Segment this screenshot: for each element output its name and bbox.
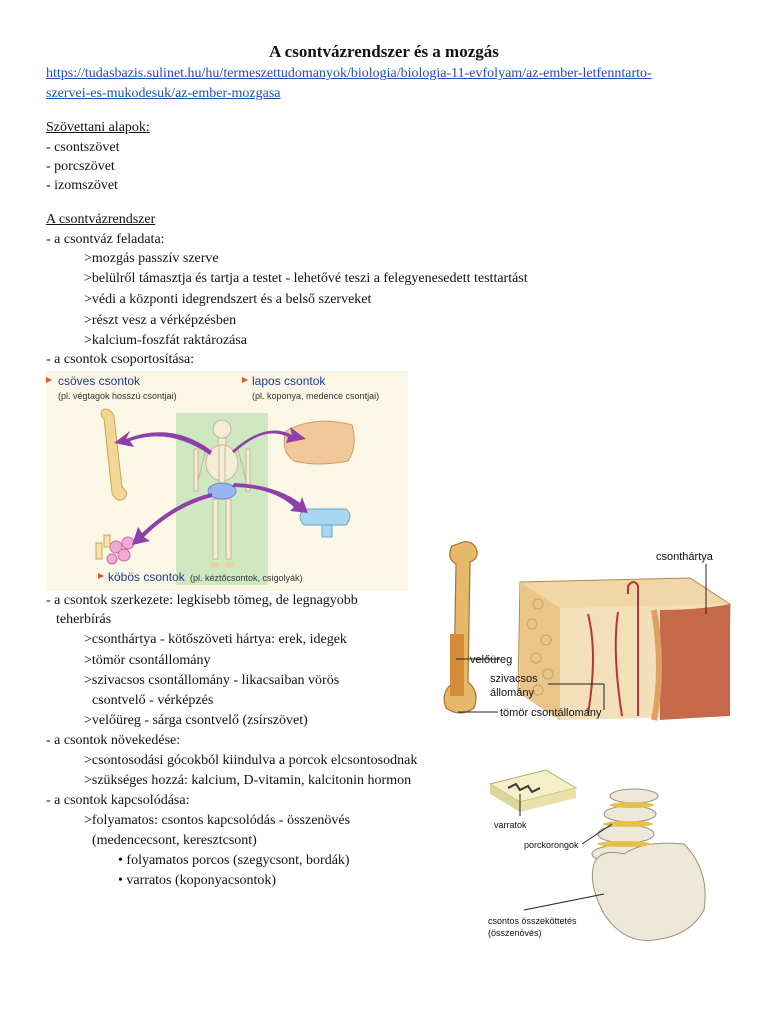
label-spongy-2: állomány — [490, 687, 535, 699]
label-marrow-cavity: velőüreg — [470, 654, 513, 666]
label-cube-bones: köbös csontok — [108, 570, 185, 584]
bone-types-figure — [46, 371, 408, 591]
label-compact-bone: tömör csontállomány — [500, 707, 602, 719]
grouping-heading: - a csontok csoportosítása: — [46, 352, 195, 367]
label-sutures: varratok — [494, 820, 527, 830]
task-heading: - a csontváz feladata: — [46, 232, 165, 247]
connection-item: (medencecsont, keresztcsont) — [92, 833, 257, 848]
label-cube-bones-sub: (pl. kéztőcsontok, csigolyák) — [190, 573, 303, 583]
bone-types-illustration — [46, 371, 408, 591]
structure-item: >velőüreg - sárga csontvelő (zsírszövet) — [84, 713, 308, 728]
histology-item: - csontszövet — [46, 140, 120, 155]
label-fused-2: (összenövés) — [488, 928, 542, 938]
growth-item: >szükséges hozzá: kalcium, D-vitamin, kalcitonin hormon — [84, 773, 412, 788]
label-flat-bones: lapos csontok — [252, 374, 326, 388]
histology-item: - porcszövet — [46, 159, 115, 174]
label-periosteum: csonthártya — [656, 551, 713, 563]
bone-connections-illustration — [484, 754, 746, 950]
task-item: >belülről támasztja és tartja a testet - lehetővé teszi a felegyenesedett testtartást — [84, 271, 528, 286]
label-tubular-bones-sub: (pl. végtagok hosszú csontjai) — [58, 391, 177, 401]
connection-bullet: • varratos (koponyacsontok) — [118, 873, 277, 888]
connection-heading: - a csontok kapcsolódása: — [46, 793, 190, 808]
label-tubular-bones: csöves csontok — [58, 374, 141, 388]
structure-item: csontvelő - vérképzés — [92, 693, 214, 708]
label-flat-bones-sub: (pl. koponya, medence csontjai) — [252, 391, 380, 401]
task-item: >kalcium-foszfát raktározása — [84, 333, 247, 348]
structure-item: >szivacsos csontállomány - likacsaiban vörös — [84, 673, 340, 688]
task-item: >részt vesz a vérképzésben — [84, 313, 237, 328]
structure-heading-cont: teherbírás — [56, 612, 112, 627]
label-fused-1: csontos összeköttetés — [488, 916, 577, 926]
structure-item: >tömör csontállomány — [84, 653, 211, 668]
task-item: >védi a központi idegrendszert és a belső szerveket — [84, 292, 372, 307]
bone-connections-figure — [484, 754, 746, 950]
structure-heading: - a csontok szerkezete: legkisebb tömeg, de legnagyobb — [46, 593, 358, 608]
page-title: A csontvázrendszer és a mozgás — [269, 42, 499, 61]
histology-item: - izomszövet — [46, 178, 118, 193]
growth-heading: - a csontok növekedése: — [46, 733, 181, 748]
bone-structure-figure — [428, 534, 758, 724]
structure-item: >csonthártya - kötőszöveti hártya: erek, idegek — [84, 632, 347, 647]
label-discs: porckorongok — [524, 840, 579, 850]
histology-heading: Szövettani alapok: — [46, 120, 150, 135]
bone-structure-illustration — [428, 534, 758, 724]
connection-item: >folyamatos: csontos kapcsolódás - összenövés — [84, 813, 351, 828]
growth-item: >csontosodási gócokból kiindulva a porcok elcsontosodnak — [84, 753, 418, 768]
connection-bullet: • folyamatos porcos (szegycsont, bordák) — [118, 853, 350, 868]
skeleton-heading: A csontvázrendszer — [46, 212, 156, 227]
source-link-line-1[interactable]: https://tudasbazis.sulinet.hu/hu/termeszettudomanyok/biologia/biologia-11-evfolyam/az-ember-letfenntarto- — [46, 66, 652, 81]
label-spongy-1: szivacsos — [490, 673, 538, 685]
task-item: >mozgás passzív szerve — [84, 251, 219, 266]
source-link-line-2[interactable]: szervei-es-mukodesuk/az-ember-mozgasa — [46, 86, 281, 101]
